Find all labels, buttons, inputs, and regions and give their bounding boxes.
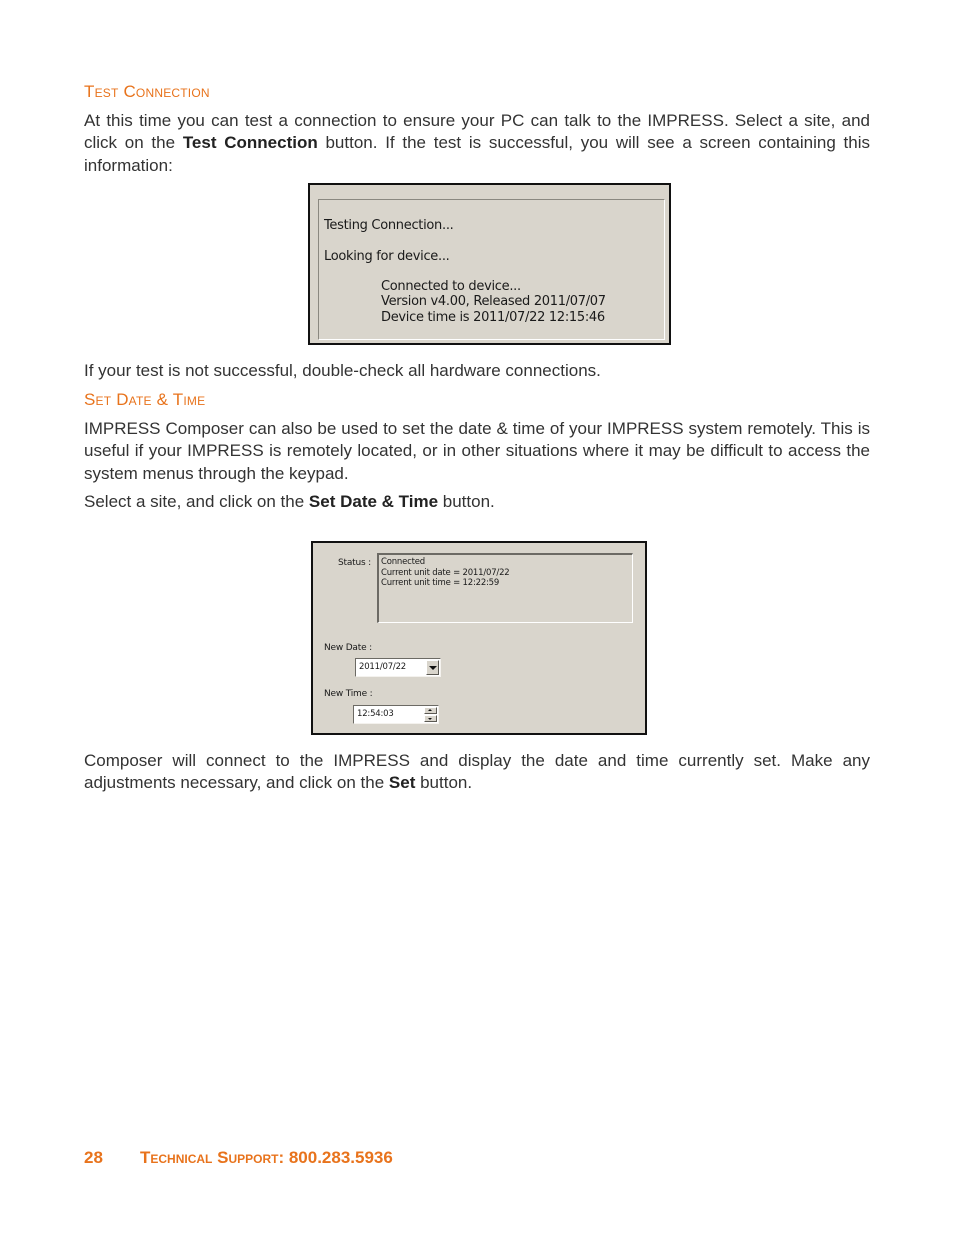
- test-failure-paragraph: If your test is not successful, double-check all hardware connections.: [84, 361, 601, 380]
- output-line: Connected to device...: [381, 279, 521, 294]
- technical-support: Technical Support: 800.283.5936: [140, 1148, 393, 1167]
- output-line: Device time is 2011/07/22 12:15:46: [381, 310, 605, 325]
- set-date-time-paragraph: IMPRESS Composer can also be used to set the date & time of your IMPRESS system remotely. This is useful if your IMPRESS is remotely located, or in other situations where it may be difficult to access the system menus through the keypad.: [84, 419, 870, 483]
- test-connection-heading: Test Connection: [84, 82, 210, 101]
- status-box: [377, 553, 633, 623]
- test-connection-paragraph: At this time you can test a connection to ensure your PC can talk to the IMPRESS. Select a site, and click on the Test Connection button. If the test is successful, you will see a screen containing this information:: [84, 111, 870, 175]
- status-line: Connected: [381, 557, 425, 567]
- spin-down-icon[interactable]: [424, 715, 437, 722]
- new-date-picker[interactable]: [355, 658, 441, 677]
- set-date-time-instruction: Select a site, and click on the Set Date & Time button.: [84, 492, 495, 511]
- test-connection-screenshot: [308, 183, 671, 345]
- spin-up-icon[interactable]: [424, 707, 437, 714]
- output-line: Looking for device...: [324, 249, 450, 264]
- new-time-label: New Time :: [324, 689, 373, 699]
- page-number: 28: [84, 1148, 103, 1167]
- status-line: Current unit time = 12:22:59: [381, 578, 500, 588]
- composer-paragraph: Composer will connect to the IMPRESS and display the date and time currently set. Make any adjustments necessary, and click on the Set button.: [84, 751, 870, 793]
- time-spinner[interactable]: [424, 707, 437, 722]
- support-phone: 800.283.5936: [284, 1148, 393, 1167]
- set-bold: Set: [388, 773, 416, 793]
- status-label: Status :: [338, 558, 371, 568]
- page-footer: [84, 1148, 393, 1168]
- set-date-time-heading: Set Date & Time: [84, 390, 206, 409]
- set-date-time-screenshot: [311, 541, 647, 735]
- set-date-time-bold: Set Date & Time: [308, 492, 439, 511]
- status-line: Current unit date = 2011/07/22: [381, 568, 510, 578]
- new-time-input[interactable]: [353, 705, 439, 724]
- output-panel: [318, 199, 665, 340]
- new-date-label: New Date :: [324, 643, 372, 653]
- chevron-down-icon[interactable]: [426, 660, 439, 675]
- output-line: Testing Connection...: [324, 218, 454, 233]
- output-line: Version v4.00, Released 2011/07/07: [381, 294, 606, 309]
- new-time-value: 12:54:03: [357, 709, 394, 719]
- test-connection-bold: Test Connection: [182, 133, 318, 153]
- new-date-value: 2011/07/22: [359, 662, 406, 672]
